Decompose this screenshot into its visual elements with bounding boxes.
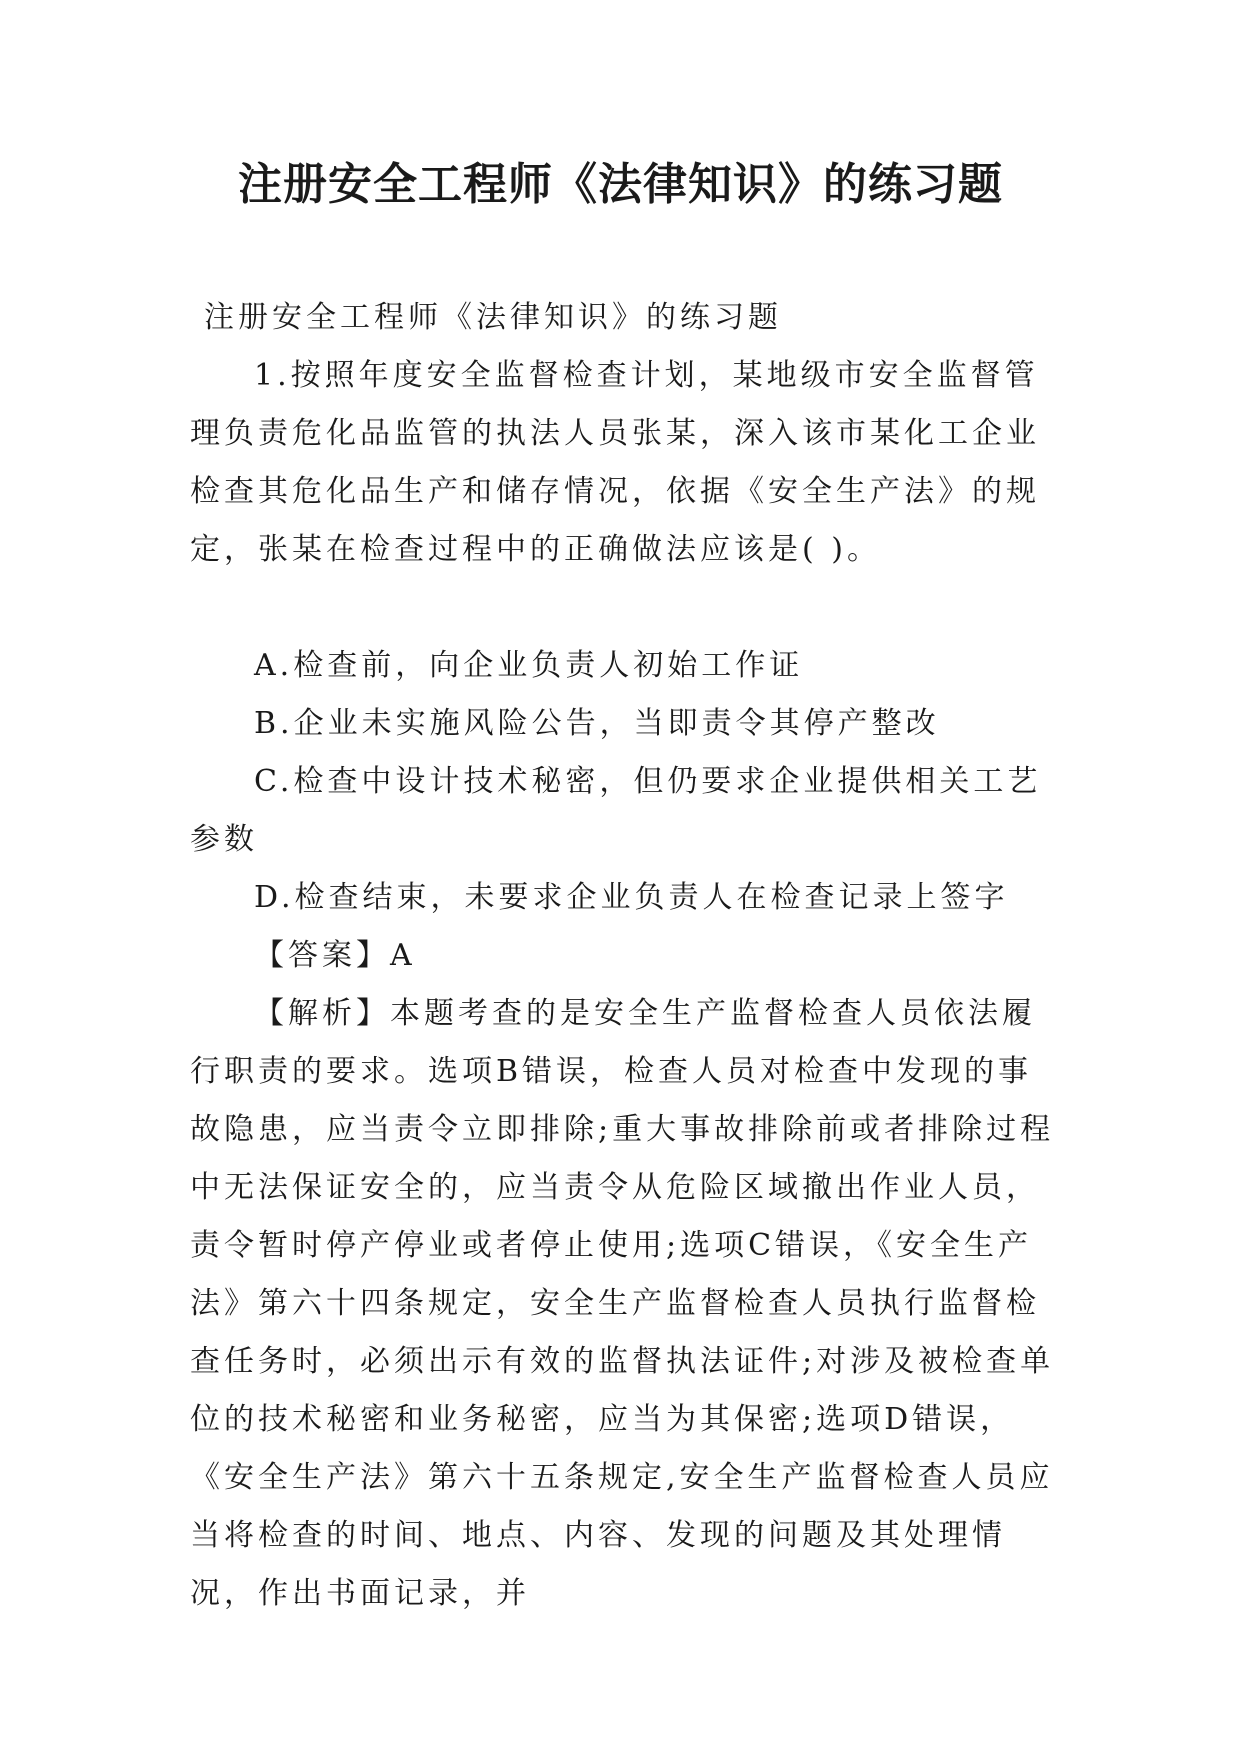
option-d: D.检查结束，未要求企业负责人在检查记录上签字 [254, 880, 1009, 915]
analysis-text: 【解析】本题考查的是安全生产监督检查人员依法履行职责的要求。选项B错误，检查人员对检查中发现的事故隐患，应当责令立即排除;重大事故排除前或者排除过程中无法保证安全的，应当责令从危险区域撤出作业人员，责令暂时停产停业或者停止使用;选项C错误，《安全生产法》第六十四条规定，安全生产监督检查人员执行监督检查任务时，必须出示有效的监督执法证件;对涉及被检查单位的技术秘密和业务秘密，应当为其保密;选项D错误，《安全生产法》第六十五条规定,安全生产监督检查人员应当将检查的时间、地点、内容、发现的问题及其处理情况，作出书面记录，并 [190, 996, 1055, 1611]
option-c: C.检查中设计技术秘密，但仍要求企业提供相关工艺参数 [190, 764, 1042, 857]
blank-line [190, 579, 1058, 637]
question-text: 1.按照年度安全监督检查计划，某地级市安全监督管理负责危化品监管的执法人员张某，深入该市某化工企业检查其危化品生产和储存情况，依据《安全生产法》的规定，张某在检查过程中的正确做法应该是( )。 [190, 358, 1040, 567]
document-title: 注册安全工程师《法律知识》的练习题 [238, 159, 1003, 210]
document-subtitle: 注册安全工程师《法律知识》的练习题 [204, 300, 782, 335]
option-b: B.企业未实施风险公告，当即责令其停产整改 [254, 706, 940, 741]
document-body [190, 289, 1058, 1623]
option-a: A.检查前，向企业负责人初始工作证 [254, 648, 804, 683]
answer-line: 【答案】A [254, 938, 416, 973]
